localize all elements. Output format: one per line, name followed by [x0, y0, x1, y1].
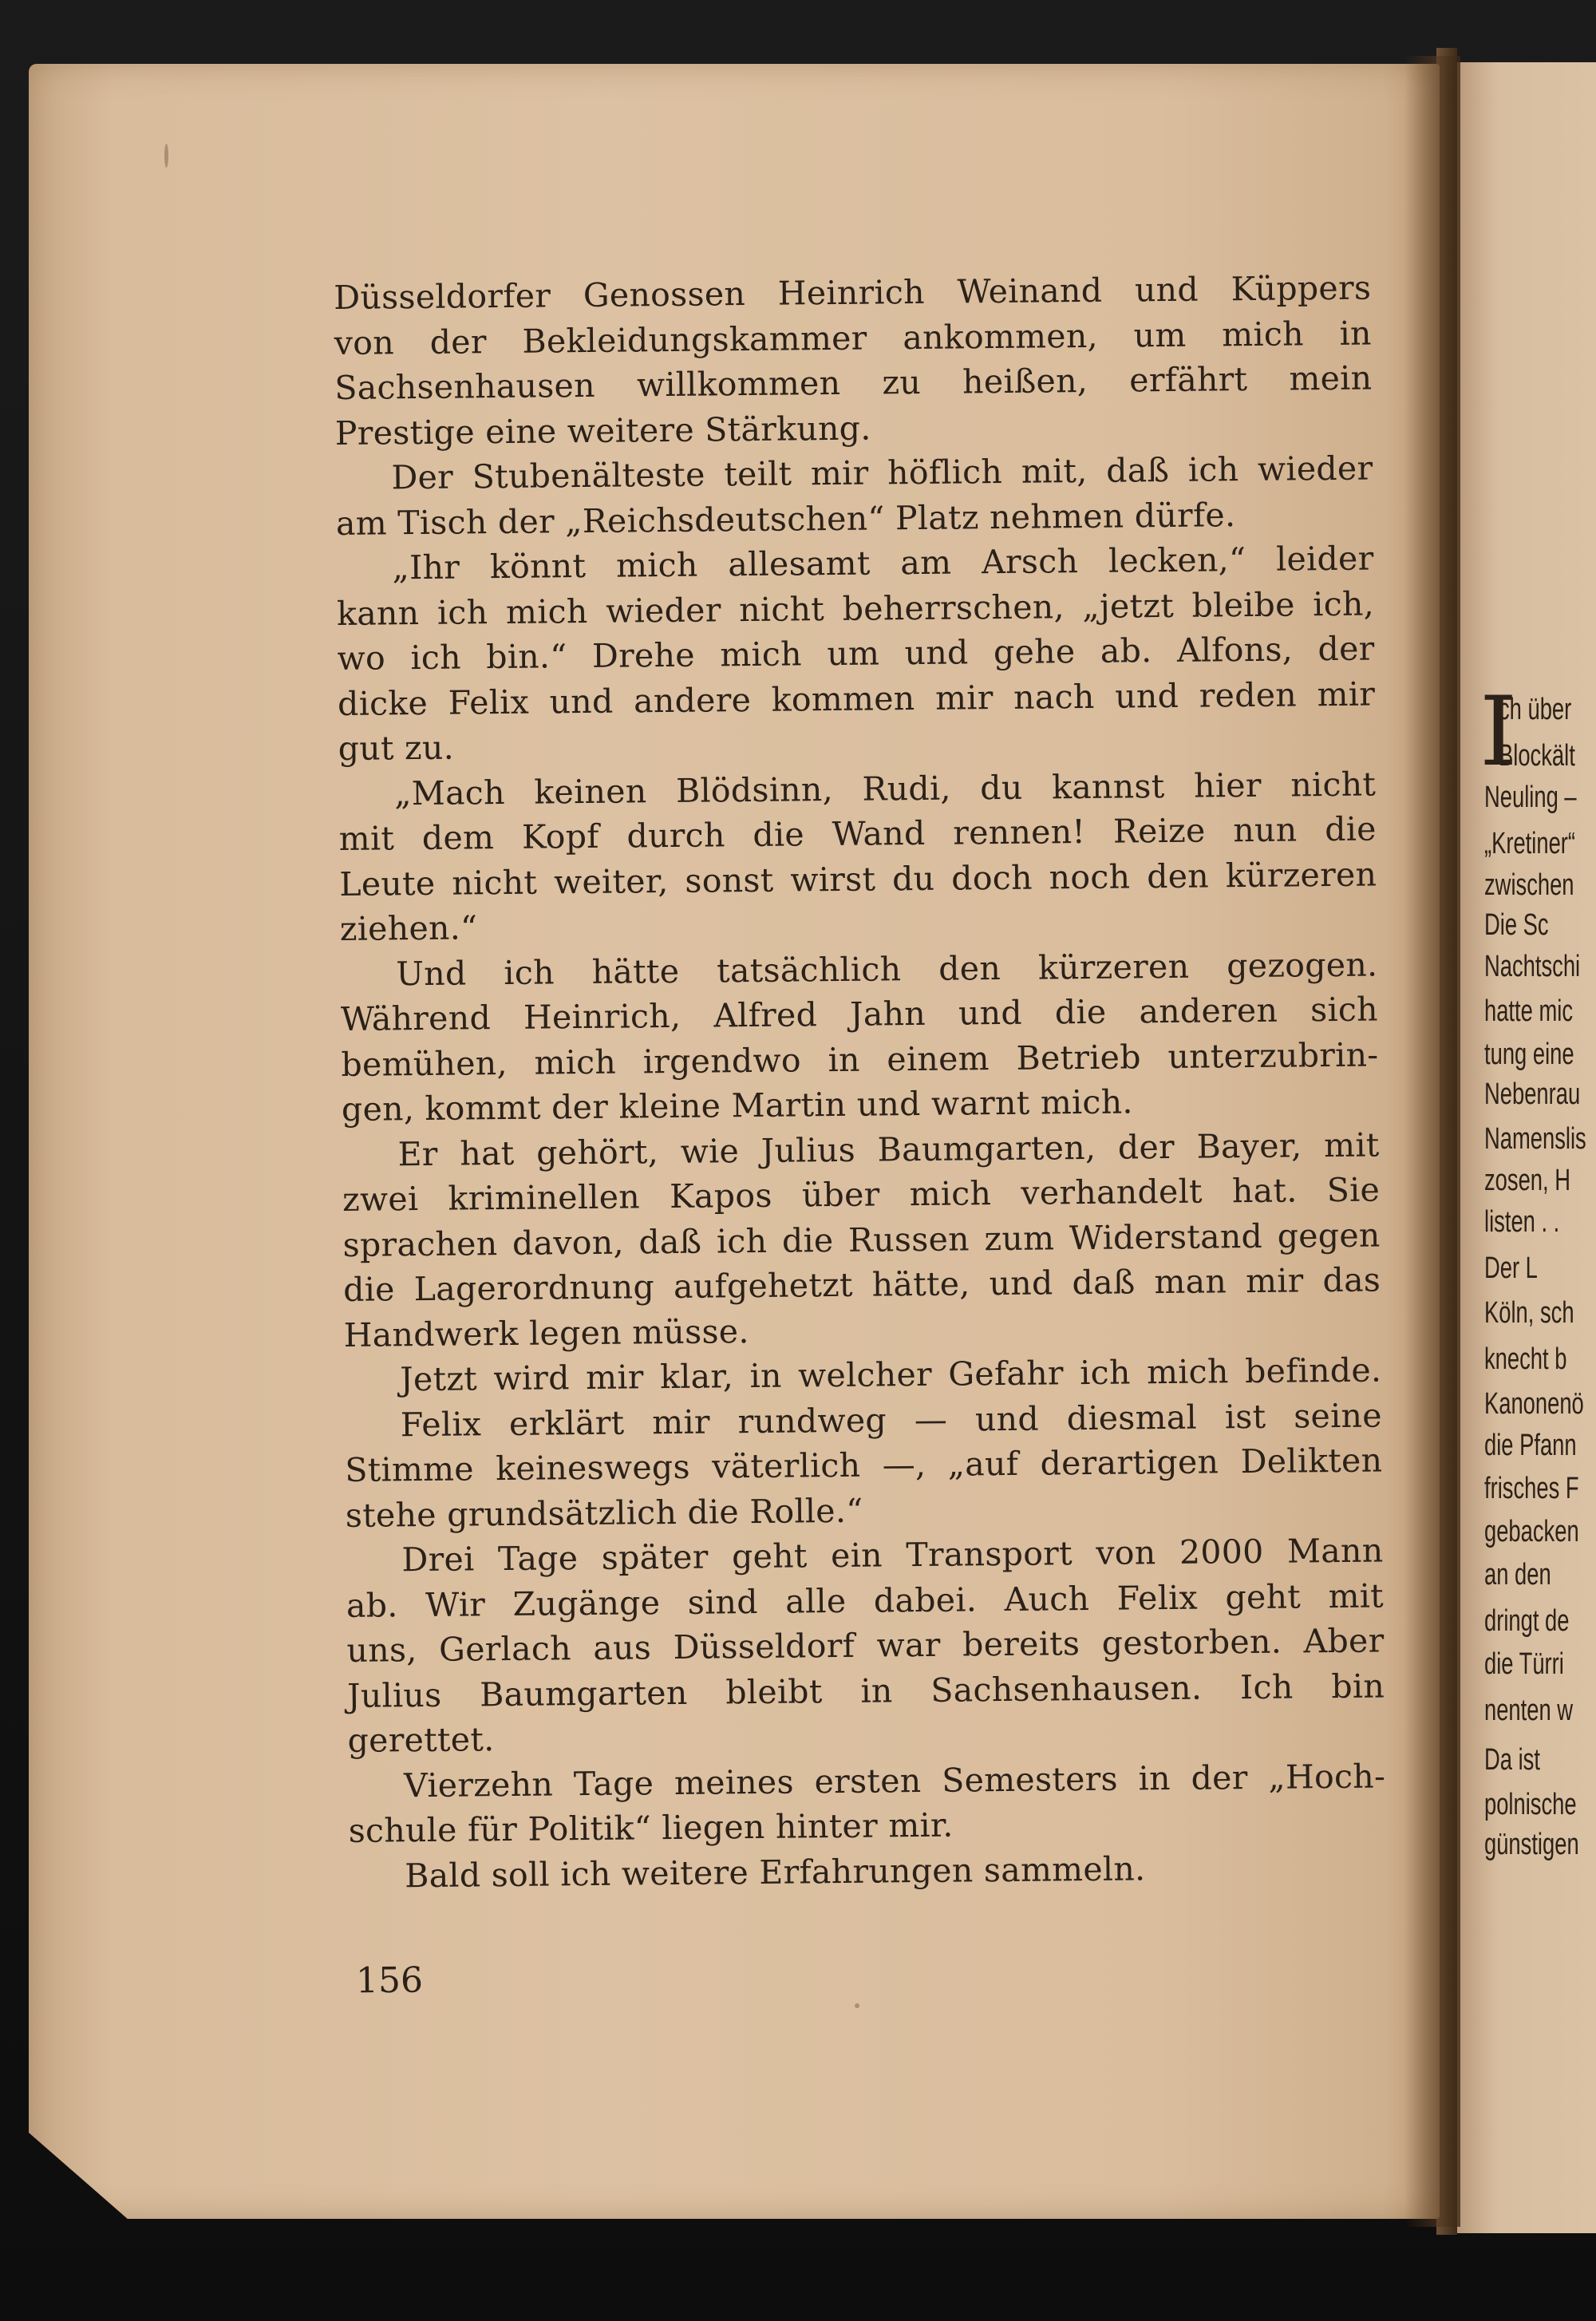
next-page-line: dringt de [1484, 1604, 1570, 1638]
next-page-line: Nachtschi [1484, 950, 1581, 983]
next-page [1457, 62, 1596, 2233]
text-line: Felix erklärt mir rundweg — und diesmal ist seine [400, 1395, 1382, 1444]
text-line: „Mach keinen Blödsinn, Rudi, du kannst hier nicht [394, 764, 1377, 813]
body-text [334, 266, 1386, 1899]
text-line: „Ihr könnt mich allesamt am Arsch lecken,“ leider [392, 539, 1374, 587]
text-line: gen, kommt der kleine Martin und warnt mich. [341, 1082, 1133, 1129]
next-page-line: knecht b [1484, 1342, 1567, 1376]
text-line: Stimme keineswegs väterlich —, „auf derartigen Delikten [345, 1441, 1383, 1489]
next-page-line: zosen, H [1484, 1164, 1570, 1197]
text-line: von der Bekleidungskammer ankommen, um mich in [334, 314, 1372, 362]
text-line: gut zu. [338, 728, 455, 768]
text-line: Jetzt wird mir klar, in welcher Gefahr ich mich befinde. [400, 1350, 1382, 1399]
next-page-line: Nebenrau [1484, 1077, 1581, 1111]
text-line: schule für Politik“ liegen hinter mir. [348, 1805, 954, 1850]
text-line: Bald soll ich weitere Erfahrungen sammeln. [405, 1848, 1146, 1895]
text-line: wo ich bin.“ Drehe mich um und gehe ab. Alfons, der [337, 629, 1375, 678]
next-page-line: „Kretiner“ [1484, 827, 1576, 860]
next-page-line: frisches F [1484, 1472, 1579, 1505]
text-line: Während Heinrich, Alfred Jahn und die anderen sich [340, 990, 1379, 1038]
next-page-line: Die Sc [1484, 908, 1549, 942]
next-page-line: günstigen [1484, 1828, 1579, 1861]
next-page-line: polnische [1484, 1788, 1577, 1821]
text-line: Drei Tage später geht ein Transport von 2000 Mann [401, 1531, 1384, 1580]
text-line: Und ich hätte tatsächlich den kürzeren gezogen. [396, 944, 1378, 993]
paper-fleck [164, 144, 168, 168]
spine-shadow [1404, 56, 1460, 2227]
page-number: 156 [355, 1959, 424, 2002]
next-page-line: die Pfann [1484, 1429, 1577, 1462]
next-page-line: hatte mic [1484, 994, 1574, 1028]
text-line: zwei kriminellen Kapos über mich verhandelt hat. Sie [342, 1170, 1381, 1219]
next-page-line: Der L [1484, 1251, 1538, 1285]
next-page-line: Da ist [1484, 1743, 1540, 1777]
next-page-line: zwischen [1484, 868, 1574, 902]
text-line: sprachen davon, daß ich die Russen zum Widerstand gegen [342, 1215, 1381, 1264]
paper-fleck [855, 2003, 859, 2008]
next-page-line: Kanonenö [1484, 1387, 1584, 1421]
text-line: Handwerk legen müsse. [343, 1311, 749, 1354]
text-line: mit dem Kopf durch die Wand rennen! Reize nun die [338, 809, 1377, 858]
next-page-line: Köln, sch [1484, 1296, 1574, 1330]
next-page-line: ch über [1499, 693, 1572, 726]
text-line: dicke Felix und andere kommen mir nach und reden mir [337, 674, 1376, 723]
next-page-line: nenten w [1484, 1694, 1574, 1727]
next-page-line: Neuling – [1484, 781, 1577, 814]
drop-cap-initial: I [1479, 677, 1518, 788]
text-line: Er hat gehört, wie Julius Baumgarten, der Bayer, mit [397, 1125, 1380, 1173]
text-line: am Tisch der „Reichsdeutschen“ Platz nehmen dürfe. [335, 495, 1236, 543]
next-page-line: gebacken [1484, 1515, 1579, 1548]
text-line: Julius Baumgarten bleibt in Sachsenhausen. Ich bin [346, 1666, 1385, 1715]
next-page-line: Namenslis [1484, 1122, 1586, 1156]
text-line: Leute nicht weiter, sonst wirst du doch noch den kürzeren [339, 854, 1377, 903]
text-line: ziehen.“ [339, 908, 478, 948]
text-line: kann ich mich wieder nicht beherrschen, „jetzt bleibe ich, [336, 584, 1375, 633]
next-page-line: tung eine [1484, 1038, 1574, 1071]
text-line: Prestige eine weitere Stärkung. [334, 409, 871, 453]
text-line: Vierzehn Tage meines ersten Semesters in der „Hoch- [403, 1756, 1386, 1805]
next-page-line: an den [1484, 1558, 1551, 1591]
text-line: ab. Wir Zugänge sind alle dabei. Auch Felix geht mit [346, 1576, 1385, 1625]
next-page-line: Blockält [1499, 739, 1575, 773]
text-line: uns, Gerlach aus Düsseldorf war bereits gestorben. Aber [346, 1621, 1385, 1670]
text-line: stehe grundsätzlich die Rolle.“ [345, 1491, 863, 1535]
next-page-line: die Türri [1484, 1647, 1564, 1681]
next-page-line: listen . . [1484, 1205, 1560, 1239]
text-line: bemühen, mich irgendwo in einem Betrieb unterzubrin- [341, 1034, 1379, 1084]
text-line: Sachsenhausen willkommen zu heißen, erfährt mein [334, 358, 1373, 407]
text-line: die Lagerordnung aufgehetzt hätte, und daß man mir das [342, 1260, 1381, 1309]
text-line: gerettet. [347, 1720, 495, 1760]
text-line: Düsseldorfer Genossen Heinrich Weinand und Küppers [334, 268, 1372, 317]
text-line: Der Stubenälteste teilt mir höflich mit, daß ich wieder [391, 449, 1373, 497]
